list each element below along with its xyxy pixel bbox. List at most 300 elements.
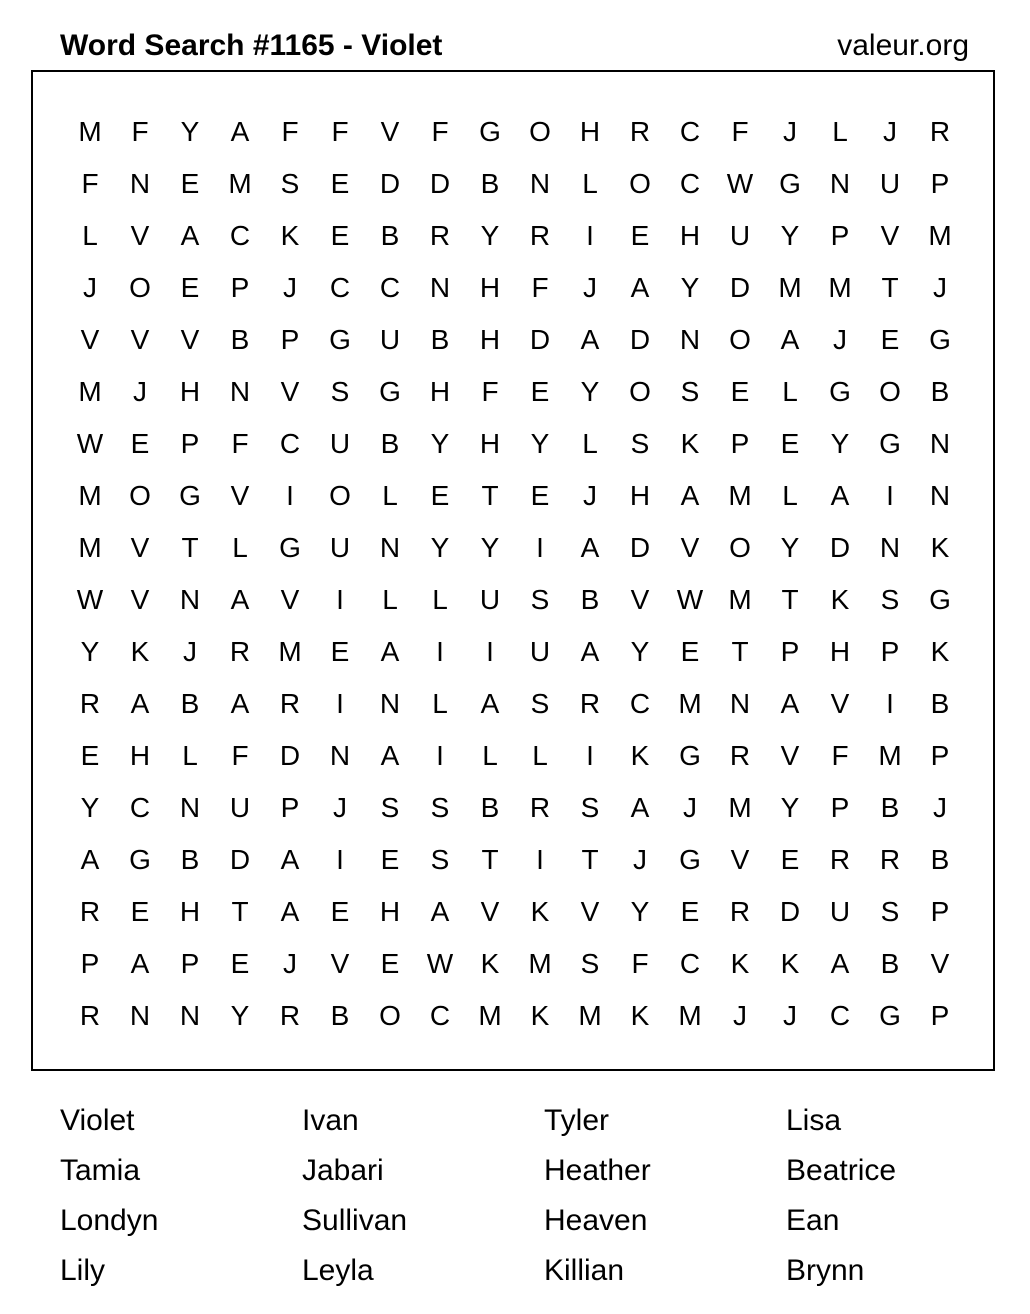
grid-letter: V — [130, 220, 150, 251]
grid-letter: K — [830, 584, 850, 615]
grid-letter: L — [482, 740, 498, 771]
grid-letter: Y — [80, 792, 100, 823]
grid-letter: P — [280, 792, 300, 823]
grid-letter: V — [180, 324, 200, 355]
grid-letter: M — [228, 168, 252, 199]
grid-letter: J — [933, 272, 947, 303]
grid-letter: F — [481, 376, 499, 407]
grid-letter: K — [780, 948, 800, 979]
grid-letter: U — [479, 584, 501, 615]
grid-letter: L — [382, 480, 398, 511]
grid-letter: E — [230, 948, 250, 979]
grid-letter: L — [582, 428, 598, 459]
grid-letter: E — [330, 896, 350, 927]
grid-letter: M — [78, 480, 102, 511]
grid-letter: R — [429, 220, 451, 251]
grid-letter: I — [336, 584, 344, 615]
grid-letter: P — [930, 740, 950, 771]
grid-letter: Y — [80, 636, 100, 667]
grid-letter: A — [780, 324, 800, 355]
grid-letter: V — [280, 584, 300, 615]
word-list-item: Ean — [786, 1204, 840, 1237]
grid-letter: E — [380, 844, 400, 875]
grid-letter: I — [336, 688, 344, 719]
grid-letter: R — [529, 792, 551, 823]
grid-letter: A — [80, 844, 100, 875]
grid-letter: H — [379, 896, 401, 927]
grid-letter: A — [130, 688, 150, 719]
grid-letter: I — [586, 220, 594, 251]
grid-letter: U — [329, 532, 351, 563]
grid-letter: J — [283, 272, 297, 303]
grid-letter: E — [780, 844, 800, 875]
grid-letter: D — [279, 740, 301, 771]
grid-letter: Y — [580, 376, 600, 407]
grid-letter: R — [79, 896, 101, 927]
grid-letter: G — [479, 116, 501, 147]
grid-letter: R — [729, 740, 751, 771]
grid-letter: C — [429, 1000, 451, 1031]
grid-letter: U — [329, 428, 351, 459]
grid-letter: L — [432, 688, 448, 719]
grid-letter: B — [930, 844, 950, 875]
grid-letter: D — [729, 272, 751, 303]
grid-letter: A — [680, 480, 700, 511]
word-list-item: Brynn — [786, 1254, 865, 1287]
grid-letter: H — [179, 896, 201, 927]
grid-letter: M — [728, 584, 752, 615]
grid-letter: O — [129, 272, 151, 303]
grid-letter: P — [280, 324, 300, 355]
grid-letter: O — [129, 480, 151, 511]
word-list-item: Beatrice — [786, 1154, 897, 1187]
grid-letter: Y — [830, 428, 850, 459]
grid-letter: B — [880, 948, 900, 979]
grid-letter: E — [380, 948, 400, 979]
grid-letter: M — [728, 792, 752, 823]
grid-letter: C — [629, 688, 651, 719]
grid-letter: N — [179, 1000, 201, 1031]
grid-letter: O — [379, 1000, 401, 1031]
grid-letter: E — [330, 168, 350, 199]
grid-letter: W — [76, 584, 104, 615]
grid-letter: N — [929, 428, 951, 459]
grid-letter: G — [679, 740, 701, 771]
grid-letter: P — [830, 220, 850, 251]
grid-letter: K — [280, 220, 300, 251]
grid-letter: C — [679, 168, 701, 199]
grid-letter: V — [380, 116, 400, 147]
grid-letter: V — [230, 480, 250, 511]
word-list-item: Londyn — [60, 1204, 159, 1237]
grid-letter: M — [578, 1000, 602, 1031]
grid-letter: E — [80, 740, 100, 771]
grid-letter: A — [580, 532, 600, 563]
grid-letter: R — [279, 688, 301, 719]
grid-letter: J — [633, 844, 647, 875]
grid-letter: I — [436, 740, 444, 771]
puzzle-title: Word Search #1165 - Violet — [60, 29, 443, 62]
grid-letter: B — [330, 1000, 350, 1031]
grid-letter: L — [232, 532, 248, 563]
grid-letter: D — [829, 532, 851, 563]
word-list — [60, 1096, 1000, 1296]
grid-letter: O — [529, 116, 551, 147]
grid-letter: P — [930, 168, 950, 199]
word-list-item: Ivan — [302, 1104, 359, 1137]
grid-letter: J — [333, 792, 347, 823]
word-list-item: Lisa — [786, 1104, 842, 1137]
grid-letter: B — [480, 168, 500, 199]
grid-letter: H — [479, 428, 501, 459]
grid-letter: J — [683, 792, 697, 823]
grid-letter: A — [630, 792, 650, 823]
grid-letter: Y — [480, 220, 500, 251]
grid-letter: U — [829, 896, 851, 927]
grid-letter: J — [583, 272, 597, 303]
grid-letter: R — [729, 896, 751, 927]
grid-letter: N — [129, 168, 151, 199]
grid-letter: V — [330, 948, 350, 979]
grid-letter: L — [782, 376, 798, 407]
grid-letter: A — [480, 688, 500, 719]
word-list-item: Killian — [544, 1254, 625, 1287]
grid-letter: T — [231, 896, 249, 927]
grid-letter: I — [286, 480, 294, 511]
grid-letter: Y — [780, 792, 800, 823]
grid-letter: E — [880, 324, 900, 355]
grid-letter: F — [431, 116, 449, 147]
grid-letter: C — [829, 1000, 851, 1031]
grid-letter: H — [479, 272, 501, 303]
grid-letter: W — [426, 948, 454, 979]
grid-letter: C — [379, 272, 401, 303]
grid-letter: M — [78, 376, 102, 407]
grid-letter: S — [580, 948, 600, 979]
word-list-item: Jabari — [302, 1154, 384, 1187]
grid-letter: K — [930, 532, 950, 563]
grid-letter: N — [379, 688, 401, 719]
grid-letter: M — [878, 740, 902, 771]
grid-letter: R — [529, 220, 551, 251]
grid-letter: E — [180, 168, 200, 199]
grid-letter: D — [779, 896, 801, 927]
grid-letter: T — [731, 636, 749, 667]
grid-letter: D — [629, 532, 651, 563]
grid-letter: I — [536, 532, 544, 563]
word-list-item: Lily — [60, 1254, 106, 1287]
grid-letter: Y — [480, 532, 500, 563]
grid-letter: T — [481, 480, 499, 511]
grid-letter: M — [928, 220, 952, 251]
word-list-item: Heather — [544, 1154, 651, 1187]
grid-letter: V — [580, 896, 600, 927]
grid-letter: Y — [630, 636, 650, 667]
grid-letter: P — [80, 948, 100, 979]
word-list-item: Tyler — [544, 1104, 610, 1137]
grid-letter: L — [82, 220, 98, 251]
grid-letter: N — [179, 792, 201, 823]
grid-letter: E — [630, 220, 650, 251]
grid-letter: C — [329, 272, 351, 303]
grid-letter: L — [832, 116, 848, 147]
grid-letter: E — [680, 896, 700, 927]
grid-letter: O — [629, 168, 651, 199]
grid-letter: O — [729, 532, 751, 563]
grid-letter: S — [280, 168, 300, 199]
grid-letter: J — [833, 324, 847, 355]
grid-letter: V — [80, 324, 100, 355]
grid-letter: P — [730, 428, 750, 459]
grid-letter: B — [930, 688, 950, 719]
grid-letter: B — [230, 324, 250, 355]
grid-letter: Y — [230, 1000, 250, 1031]
grid-letter: A — [380, 636, 400, 667]
grid-letter: J — [883, 116, 897, 147]
grid-letter: U — [729, 220, 751, 251]
grid-letter: F — [131, 116, 149, 147]
grid-letter: A — [580, 324, 600, 355]
grid-letter: C — [279, 428, 301, 459]
grid-letter: V — [130, 532, 150, 563]
grid-letter: H — [829, 636, 851, 667]
grid-letter: H — [179, 376, 201, 407]
grid-letter: E — [130, 896, 150, 927]
grid-letter: B — [930, 376, 950, 407]
grid-letter: W — [676, 584, 704, 615]
grid-letter: Y — [530, 428, 550, 459]
grid-letter: U — [379, 324, 401, 355]
grid-letter: F — [831, 740, 849, 771]
grid-letter: P — [930, 1000, 950, 1031]
grid-letter: S — [680, 376, 700, 407]
grid-letter: A — [380, 740, 400, 771]
grid-letter: F — [531, 272, 549, 303]
grid-letter: E — [330, 220, 350, 251]
grid-letter: M — [278, 636, 302, 667]
grid-letter: P — [180, 428, 200, 459]
grid-letter: J — [933, 792, 947, 823]
grid-letter: E — [780, 428, 800, 459]
grid-letter: F — [281, 116, 299, 147]
grid-letter: N — [379, 532, 401, 563]
grid-letter: F — [731, 116, 749, 147]
grid-letter: V — [730, 844, 750, 875]
grid-letter: F — [231, 740, 249, 771]
grid-letter: G — [929, 324, 951, 355]
grid-letter: C — [229, 220, 251, 251]
grid-letter: O — [329, 480, 351, 511]
grid-letter: I — [436, 636, 444, 667]
grid-letter: R — [929, 116, 951, 147]
grid-letter: A — [130, 948, 150, 979]
grid-letter: S — [430, 844, 450, 875]
grid-letter: K — [730, 948, 750, 979]
grid-letter: M — [678, 688, 702, 719]
grid-letter: N — [879, 532, 901, 563]
grid-letter: R — [229, 636, 251, 667]
grid-letter: V — [830, 688, 850, 719]
grid-letter: U — [879, 168, 901, 199]
grid-letter: R — [79, 688, 101, 719]
grid-letter: G — [379, 376, 401, 407]
grid-letter: F — [331, 116, 349, 147]
grid-letter: Y — [180, 116, 200, 147]
grid-letter: H — [129, 740, 151, 771]
grid-letter: I — [886, 480, 894, 511]
grid-letter: F — [81, 168, 99, 199]
grid-letter: S — [580, 792, 600, 823]
grid-letter: V — [280, 376, 300, 407]
grid-letter: V — [130, 584, 150, 615]
grid-letter: T — [881, 272, 899, 303]
grid-letter: K — [480, 948, 500, 979]
grid-letter: I — [336, 844, 344, 875]
grid-letter: S — [880, 584, 900, 615]
grid-letter: A — [230, 584, 250, 615]
grid-letter: K — [930, 636, 950, 667]
grid-letter: N — [929, 480, 951, 511]
grid-letter: H — [429, 376, 451, 407]
grid-letter: G — [829, 376, 851, 407]
grid-letter: R — [79, 1000, 101, 1031]
grid-letter: B — [430, 324, 450, 355]
grid-letter: S — [380, 792, 400, 823]
word-list-item: Leyla — [302, 1254, 374, 1287]
grid-letter: K — [530, 896, 550, 927]
grid-letter: E — [430, 480, 450, 511]
grid-letter: M — [528, 948, 552, 979]
grid-letter: H — [679, 220, 701, 251]
grid-letter: K — [680, 428, 700, 459]
grid-letter: G — [329, 324, 351, 355]
word-list-item: Heaven — [544, 1204, 648, 1237]
grid-letter: W — [726, 168, 754, 199]
grid-letter: A — [830, 480, 850, 511]
grid-letter: G — [279, 532, 301, 563]
grid-letter: D — [529, 324, 551, 355]
grid-letter: T — [181, 532, 199, 563]
grid-letter: G — [129, 844, 151, 875]
grid-letter: C — [679, 116, 701, 147]
grid-letter: N — [829, 168, 851, 199]
grid-letter: V — [130, 324, 150, 355]
grid-letter: A — [230, 116, 250, 147]
grid-letter: F — [231, 428, 249, 459]
grid-letter: E — [130, 428, 150, 459]
grid-letter: O — [729, 324, 751, 355]
grid-letter: S — [630, 428, 650, 459]
grid-letter: A — [580, 636, 600, 667]
grid-letter: T — [581, 844, 599, 875]
puzzle-box — [31, 70, 995, 1071]
grid-letter: J — [783, 116, 797, 147]
grid-letter: P — [230, 272, 250, 303]
grid-letter: M — [78, 532, 102, 563]
grid-letter: Y — [680, 272, 700, 303]
grid-letter: D — [379, 168, 401, 199]
grid-letter: E — [730, 376, 750, 407]
grid-letter: S — [330, 376, 350, 407]
grid-letter: Y — [780, 220, 800, 251]
grid-letter: K — [130, 636, 150, 667]
grid-letter: M — [828, 272, 852, 303]
grid-letter: A — [280, 844, 300, 875]
grid-letter: I — [486, 636, 494, 667]
grid-letter: V — [880, 220, 900, 251]
grid-letter: W — [76, 428, 104, 459]
grid-letter: Y — [430, 428, 450, 459]
grid-letter: P — [880, 636, 900, 667]
grid-letter: B — [480, 792, 500, 823]
grid-letter: J — [83, 272, 97, 303]
grid-letter: R — [629, 116, 651, 147]
grid-letter: P — [180, 948, 200, 979]
grid-letter: L — [182, 740, 198, 771]
grid-letter: A — [630, 272, 650, 303]
word-list-item: Tamia — [60, 1154, 141, 1187]
grid-letter: E — [330, 636, 350, 667]
grid-letter: L — [782, 480, 798, 511]
grid-letter: V — [680, 532, 700, 563]
grid-letter: U — [229, 792, 251, 823]
grid-letter: E — [180, 272, 200, 303]
grid-letter: R — [879, 844, 901, 875]
grid-letter: N — [179, 584, 201, 615]
grid-letter: A — [830, 948, 850, 979]
grid-letter: G — [779, 168, 801, 199]
grid-letter: F — [631, 948, 649, 979]
grid-letter: U — [529, 636, 551, 667]
grid-letter: E — [530, 376, 550, 407]
grid-letter: V — [780, 740, 800, 771]
grid-letter: T — [781, 584, 799, 615]
grid-letter: B — [880, 792, 900, 823]
grid-letter: M — [678, 1000, 702, 1031]
grid-letter: N — [529, 168, 551, 199]
grid-letter: N — [229, 376, 251, 407]
grid-letter: Y — [430, 532, 450, 563]
grid-letter: S — [530, 584, 550, 615]
grid-letter: A — [780, 688, 800, 719]
grid-letter: J — [133, 376, 147, 407]
grid-letter: G — [879, 1000, 901, 1031]
grid-letter: M — [728, 480, 752, 511]
grid-letter: V — [480, 896, 500, 927]
grid-letter: J — [733, 1000, 747, 1031]
grid-letter: L — [432, 584, 448, 615]
grid-letter: C — [129, 792, 151, 823]
grid-letter: B — [380, 220, 400, 251]
grid-letter: D — [229, 844, 251, 875]
grid-letter: B — [180, 688, 200, 719]
grid-letter: L — [532, 740, 548, 771]
grid-letter: M — [778, 272, 802, 303]
grid-letter: B — [580, 584, 600, 615]
grid-letter: C — [679, 948, 701, 979]
grid-letter: T — [481, 844, 499, 875]
grid-letter: N — [329, 740, 351, 771]
grid-letter: A — [430, 896, 450, 927]
grid-letter: B — [180, 844, 200, 875]
word-list-item: Sullivan — [302, 1204, 408, 1237]
grid-letter: R — [829, 844, 851, 875]
grid-letter: S — [430, 792, 450, 823]
grid-letter: G — [879, 428, 901, 459]
grid-letter: P — [780, 636, 800, 667]
grid-letter: A — [230, 688, 250, 719]
grid-letter: S — [530, 688, 550, 719]
